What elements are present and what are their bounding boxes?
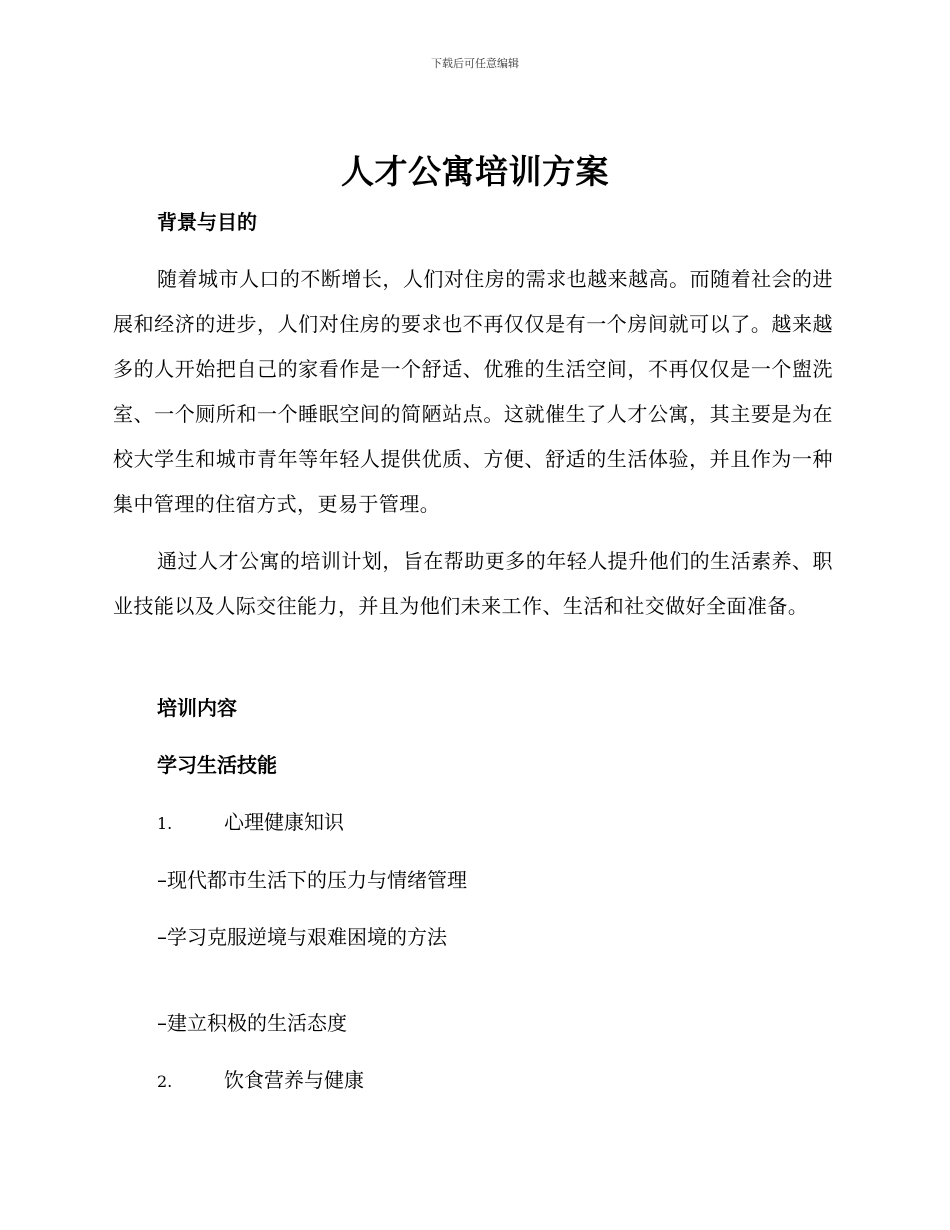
paragraph-background: 随着城市人口的不断增长，人们对住房的需求也越来越高。而随着社会的进展和经济的进步，人们对住房的要求也不再仅仅是有一个房间就可以了。越来越多的人开始把自己的家看作是一个舒适、优雅的生活空间，不再仅仅是一个盥洗室、一个厕所和一个睡眠空间的简陋站点。这就催生了人才公寓，其主要是为在校大学生和城市青年等年轻人提供优质、方便、舒适的生活体验，并且作为一种集中管理的住宿方式，更易于管理。 xyxy=(113,267,833,516)
sub-item-stress: –现代都市生活下的压力与情绪管理 xyxy=(157,868,467,892)
section-heading-life-skills: 学习生活技能 xyxy=(157,753,277,777)
section-heading-content: 培训内容 xyxy=(157,696,237,720)
page-header-note: 下载后可任意编辑 xyxy=(431,57,519,70)
list-item-2 xyxy=(157,1065,364,1097)
sub-item-adversity: –学习克服逆境与艰难困境的方法 xyxy=(157,925,447,949)
list-number: 1. xyxy=(157,814,173,833)
list-number: 2. xyxy=(157,1072,173,1091)
paragraph-purpose: 通过人才公寓的培训计划，旨在帮助更多的年轻人提升他们的生活素养、职业技能以及人际交往能力，并且为他们未来工作、生活和社交做好全面准备。 xyxy=(113,549,833,618)
document-title: 人才公寓培训方案 xyxy=(341,152,609,191)
sub-item-attitude: –建立积极的生活态度 xyxy=(157,1011,347,1035)
list-label: 饮食营养与健康 xyxy=(224,1068,364,1092)
section-heading-background: 背景与目的 xyxy=(157,210,257,234)
list-label: 心理健康知识 xyxy=(224,810,344,834)
list-item-1 xyxy=(157,807,344,839)
